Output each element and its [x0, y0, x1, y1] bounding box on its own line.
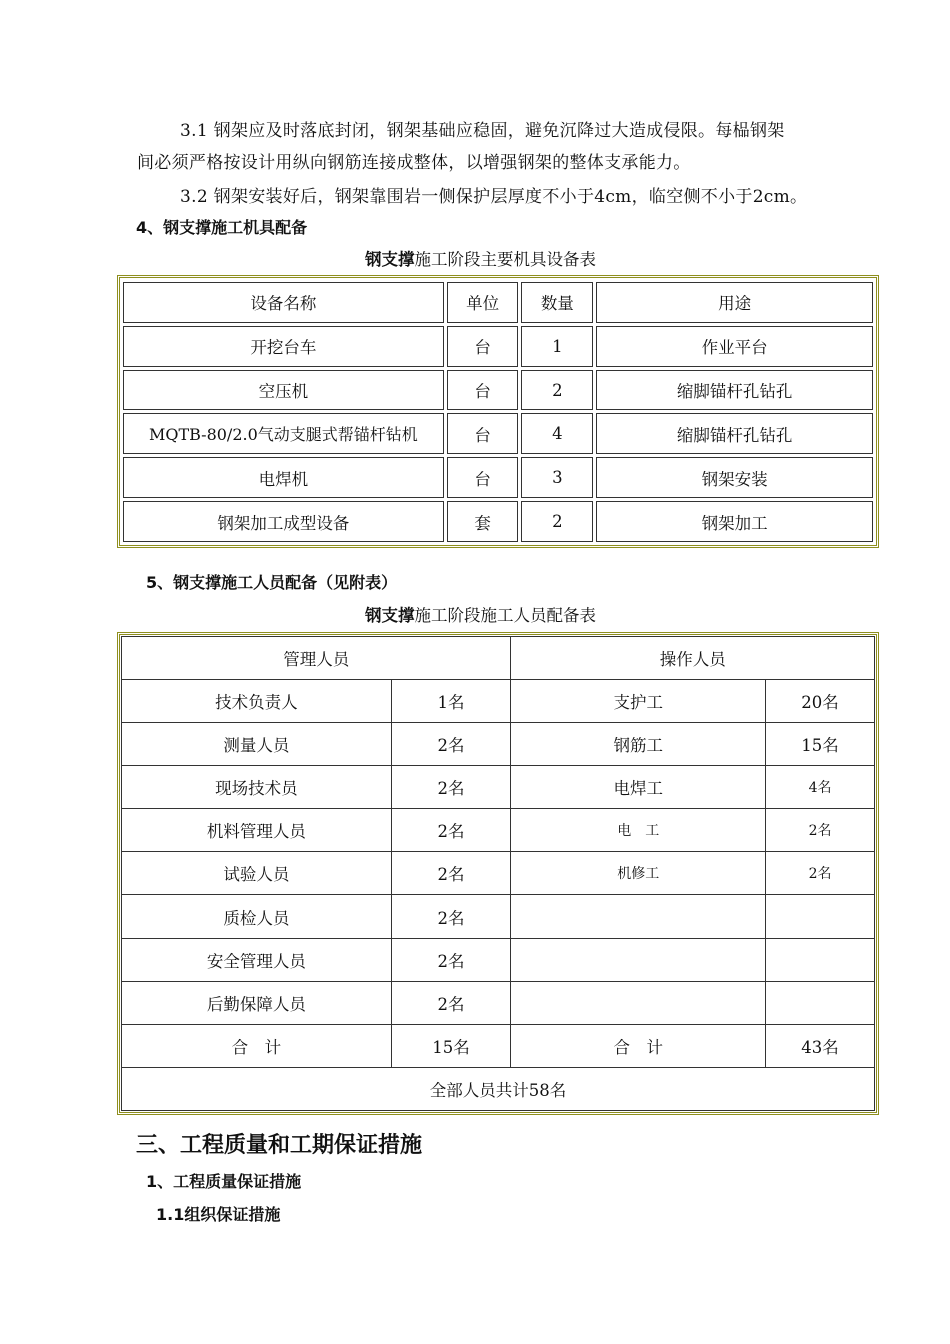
paragraph-3-2: 3.2 钢架安装好后，钢架靠围岩一侧保护层厚度不小于4cm，临空侧不小于2cm。 [180, 187, 808, 207]
table-cell: 电焊工 [511, 766, 766, 809]
table-cell: 43名 [766, 1024, 875, 1067]
section4-heading: 4、钢支撑施工机具配备 [136, 218, 308, 237]
caption-rest: 施工阶段主要机具设备表 [414, 250, 596, 269]
table-cell: 缩脚锚杆孔钻孔 [596, 370, 873, 411]
table-row [122, 809, 875, 852]
table-cell: 2名 [766, 852, 875, 895]
equipment-table [120, 279, 876, 545]
table-grand-total-row [122, 1067, 875, 1110]
table-cell: 钢架安装 [596, 457, 873, 498]
table-cell: 试验人员 [122, 852, 392, 895]
table-row [122, 680, 875, 723]
section3-heading: 三、工程质量和工期保证措施 [136, 1133, 423, 1158]
table-cell: MQTB-80/2.0气动支腿式帮锚杆钻机 [123, 413, 444, 454]
table-row [123, 457, 873, 498]
table-cell: 技术负责人 [122, 680, 392, 723]
grand-total-cell: 全部人员共计58名 [122, 1067, 875, 1110]
table-cell: 2名 [391, 766, 511, 809]
table-cell: 机修工 [511, 852, 766, 895]
table-cell [511, 981, 766, 1024]
table-cell: 2名 [391, 852, 511, 895]
table-header-row [123, 282, 873, 323]
table-cell: 支护工 [511, 680, 766, 723]
table-cell: 缩脚锚杆孔钻孔 [596, 413, 873, 454]
table-row [123, 326, 873, 367]
table-cell: 现场技术员 [122, 766, 392, 809]
paragraph-3-1-line1: 3.1 钢架应及时落底封闭，钢架基础应稳固，避免沉降过大造成侵限。每榀钢架 [180, 121, 785, 141]
table-row [122, 895, 875, 938]
header-cell: 数量 [521, 282, 593, 323]
header-cell: 用途 [596, 282, 873, 323]
table-cell: 20名 [766, 680, 875, 723]
personnel-table-caption [365, 602, 596, 626]
table-cell: 2名 [391, 895, 511, 938]
table-cell: 台 [447, 370, 519, 411]
table-cell: 合 计 [122, 1024, 392, 1067]
table-header-row [122, 637, 875, 680]
table-cell: 4 [521, 413, 593, 454]
table-cell: 1 [521, 326, 593, 367]
table-cell: 合 计 [511, 1024, 766, 1067]
table-row [122, 852, 875, 895]
table-cell: 开挖台车 [123, 326, 444, 367]
table-cell: 15名 [391, 1024, 511, 1067]
table-row [123, 413, 873, 454]
caption-bold: 钢支撑 [365, 250, 415, 269]
caption-rest: 施工阶段施工人员配备表 [414, 606, 596, 625]
table-cell: 台 [447, 326, 519, 367]
personnel-table [121, 636, 875, 1111]
table-cell: 钢架加工成型设备 [123, 501, 444, 542]
table-cell: 作业平台 [596, 326, 873, 367]
table-cell: 2名 [391, 723, 511, 766]
table-cell: 质检人员 [122, 895, 392, 938]
table-cell: 15名 [766, 723, 875, 766]
section5-heading: 5、钢支撑施工人员配备（见附表） [146, 573, 398, 592]
table-row [123, 370, 873, 411]
table-cell [766, 981, 875, 1024]
table-cell [511, 938, 766, 981]
equipment-table-caption [365, 246, 596, 270]
table-row [122, 938, 875, 981]
paragraph-3-1-line2: 间必须严格按设计用纵向钢筋连接成整体，以增强钢架的整体支承能力。 [137, 153, 691, 173]
header-operations: 操作人员 [511, 637, 875, 680]
subsection-1-1-heading: 1.1组织保证措施 [156, 1205, 281, 1224]
table-cell: 钢架加工 [596, 501, 873, 542]
table-cell: 1名 [391, 680, 511, 723]
table-cell: 安全管理人员 [122, 938, 392, 981]
table-cell: 4名 [766, 766, 875, 809]
caption-bold: 钢支撑 [365, 606, 415, 625]
table-total-row [122, 1024, 875, 1067]
header-cell: 设备名称 [123, 282, 444, 323]
table-cell: 机料管理人员 [122, 809, 392, 852]
table-cell [766, 938, 875, 981]
table-cell: 2名 [391, 809, 511, 852]
table-cell: 2名 [766, 809, 875, 852]
table-cell: 台 [447, 457, 519, 498]
table-cell [766, 895, 875, 938]
header-management: 管理人员 [122, 637, 511, 680]
table-cell: 2名 [391, 938, 511, 981]
table-cell: 2 [521, 370, 593, 411]
table-cell: 测量人员 [122, 723, 392, 766]
table-cell: 2名 [391, 981, 511, 1024]
table-cell: 空压机 [123, 370, 444, 411]
table-cell: 2 [521, 501, 593, 542]
table-cell: 台 [447, 413, 519, 454]
table-cell: 电 工 [511, 809, 766, 852]
table-cell: 钢筋工 [511, 723, 766, 766]
table-cell [511, 895, 766, 938]
header-cell: 单位 [447, 282, 519, 323]
table-row [122, 981, 875, 1024]
table-cell: 套 [447, 501, 519, 542]
subsection-1-heading: 1、工程质量保证措施 [146, 1172, 302, 1191]
table-cell: 3 [521, 457, 593, 498]
table-row [122, 723, 875, 766]
table-row [122, 766, 875, 809]
table-cell: 电焊机 [123, 457, 444, 498]
table-cell: 后勤保障人员 [122, 981, 392, 1024]
table-row [123, 501, 873, 542]
